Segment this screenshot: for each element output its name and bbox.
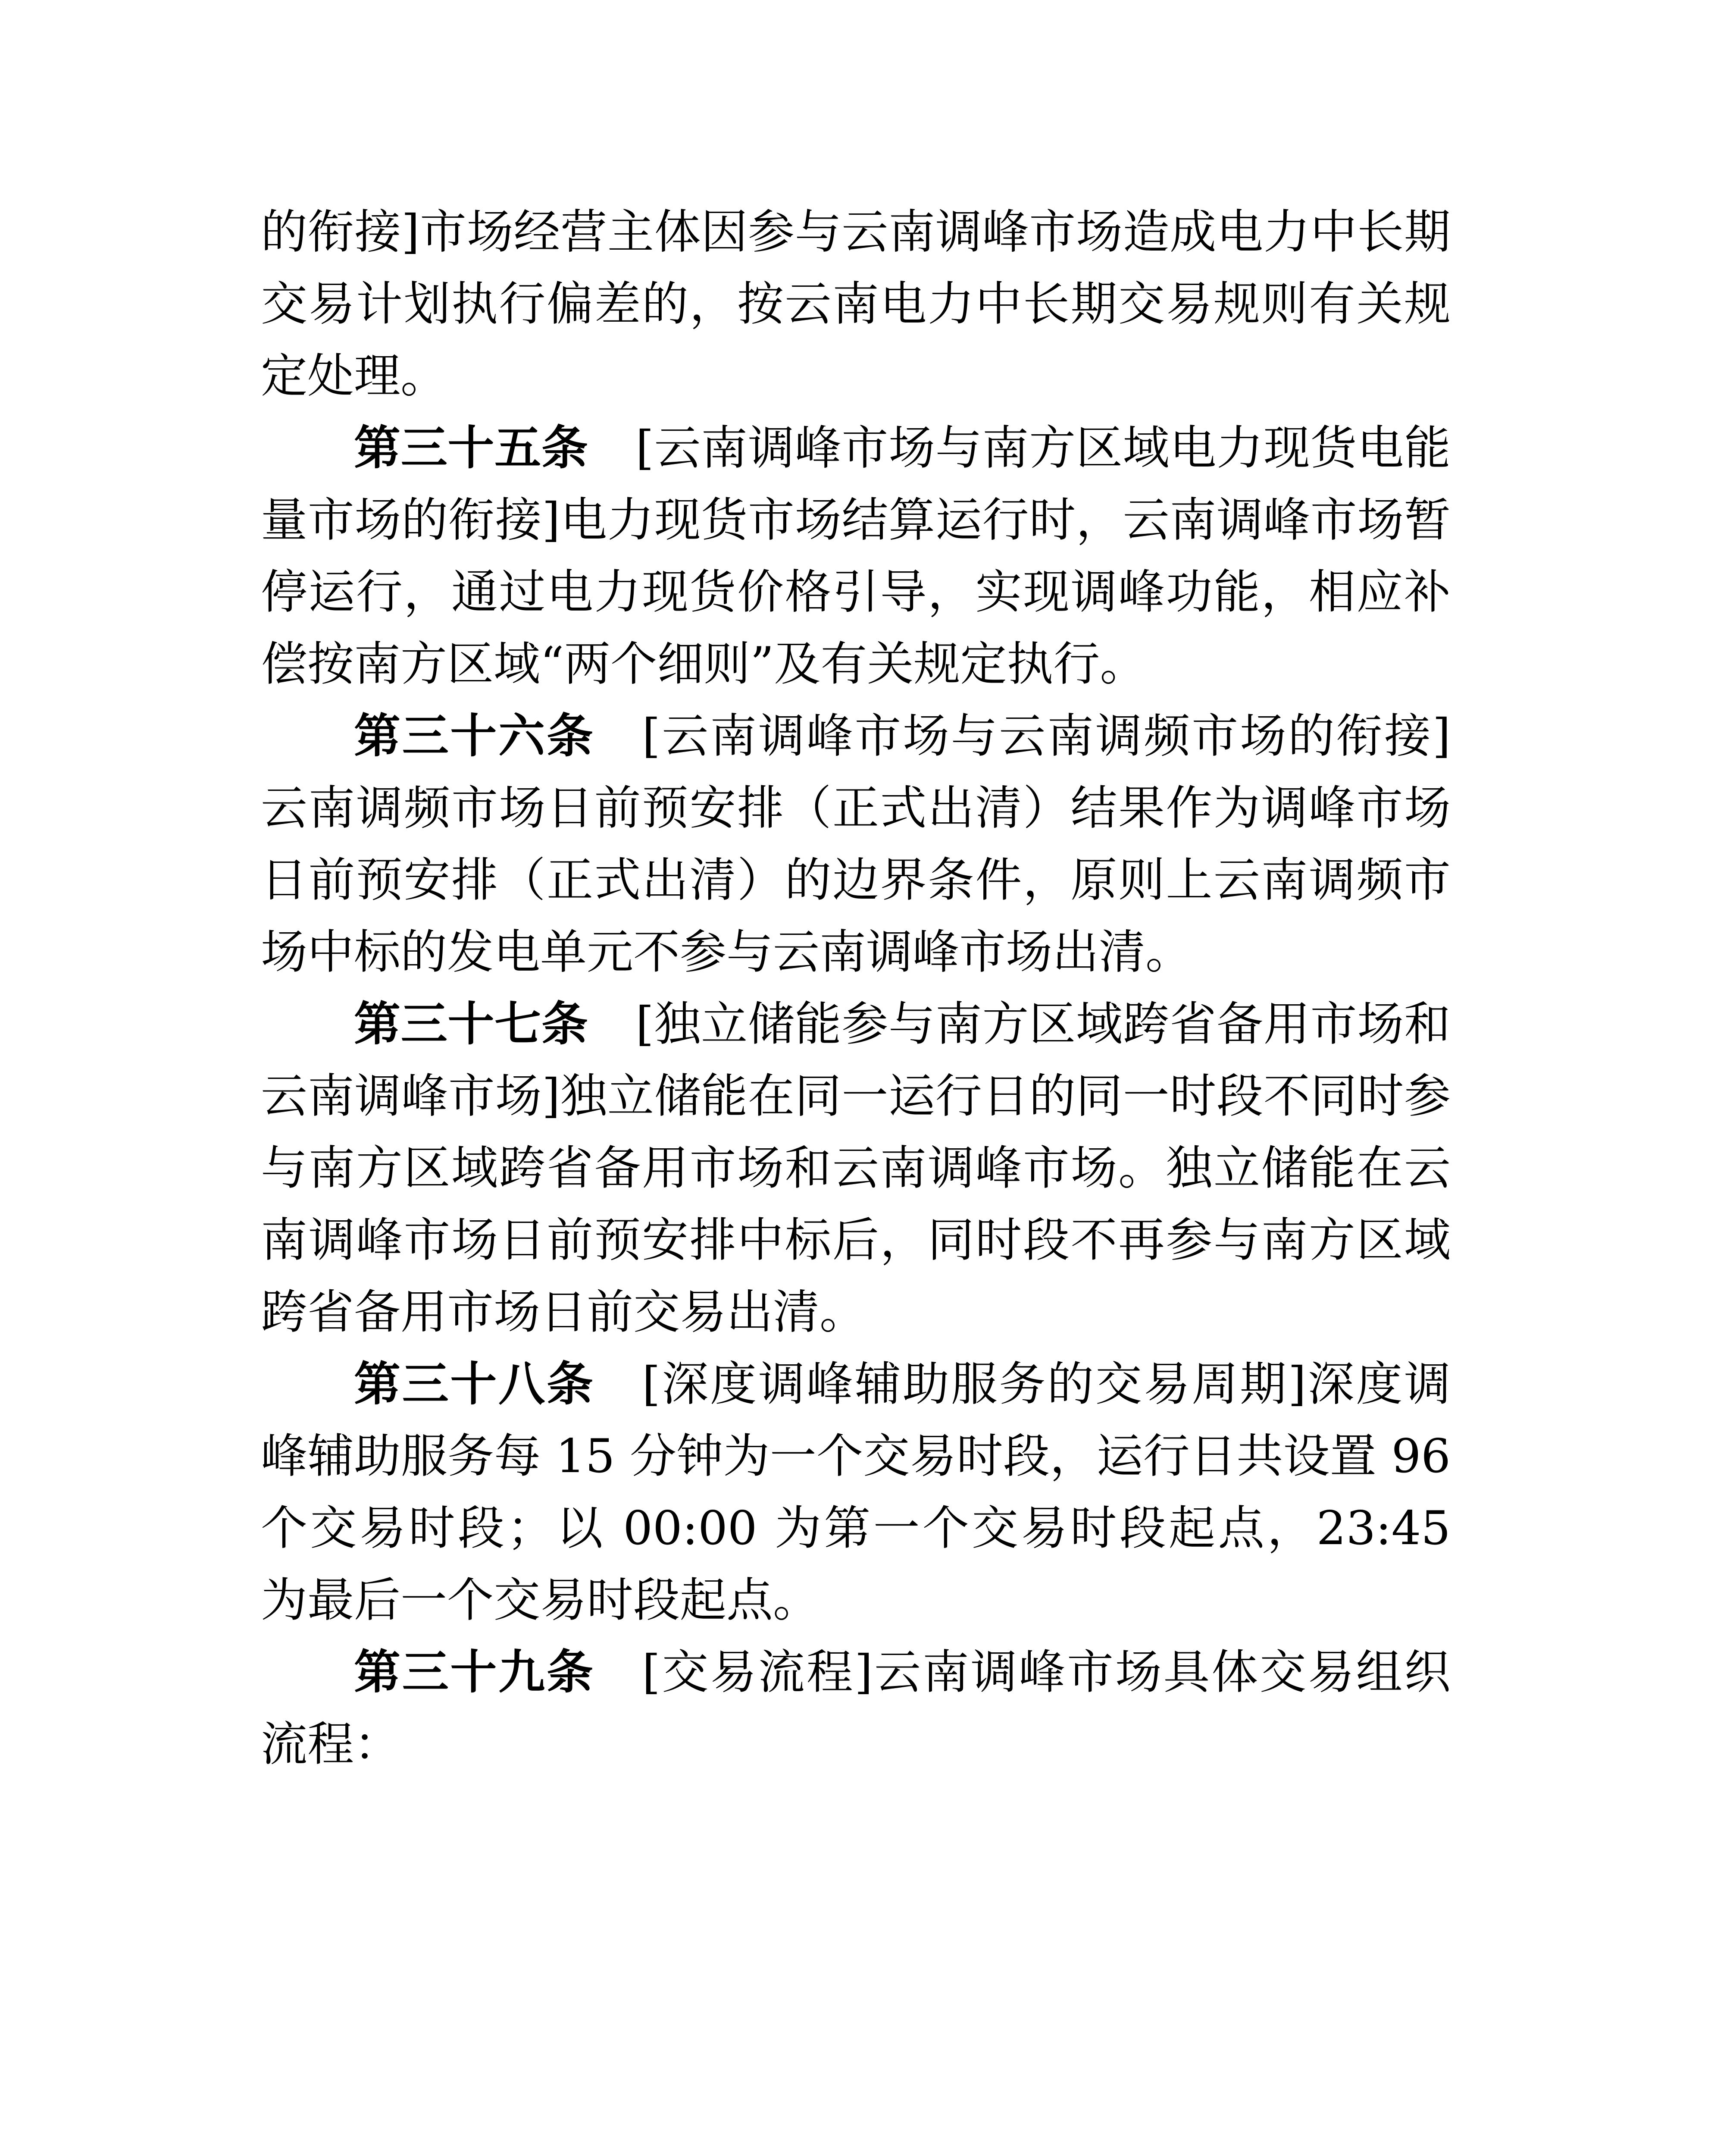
article-text: [独立储能参与南方区域跨省备用市场和云南调峰市场]独立储能在同一运行日的同一时段不同时参与南方区域跨省备用市场和云南调峰市场。独立储能在云南调峰市场日前预安排中标后，同时段不再参与南方区域跨省备用市场日前交易出清。 [261, 997, 1451, 1339]
article-heading: 第三十五条 [354, 421, 588, 475]
article-heading: 第三十八条 [354, 1357, 595, 1411]
article-36 [261, 700, 1451, 988]
article-38 [261, 1348, 1451, 1636]
paragraph-continuation [261, 196, 1451, 412]
article-37 [261, 988, 1451, 1348]
article-text: [深度调峰辅助服务的交易周期]深度调峰辅助服务每 15 分钟为一个交易时段，运行日共设置 96 个交易时段；以 00:00 为第一个交易时段起点，23:45 为最后一个交易时段起点。 [261, 1357, 1451, 1627]
article-text: [交易流程]云南调峰市场具体交易组织流程： [261, 1645, 1451, 1771]
article-35 [261, 412, 1451, 700]
article-text: [云南调峰市场与云南调频市场的衔接]云南调频市场日前预安排（正式出清）结果作为调峰市场日前预安排（正式出清）的边界条件，原则上云南调频市场中标的发电单元不参与云南调峰市场出清。 [261, 709, 1451, 979]
paragraph-text: 的衔接]市场经营主体因参与云南调峰市场造成电力中长期交易计划执行偏差的，按云南电力中长期交易规则有关规定处理。 [261, 205, 1451, 403]
document-body [261, 196, 1451, 1780]
article-heading: 第三十六条 [354, 709, 595, 763]
article-heading: 第三十七条 [354, 997, 588, 1051]
article-text: [云南调峰市场与南方区域电力现货电能量市场的衔接]电力现货市场结算运行时，云南调峰市场暂停运行，通过电力现货价格引导，实现调峰功能，相应补偿按南方区域“两个细则”及有关规定执行。 [261, 421, 1451, 691]
article-heading: 第三十九条 [354, 1645, 595, 1699]
article-39 [261, 1636, 1451, 1780]
